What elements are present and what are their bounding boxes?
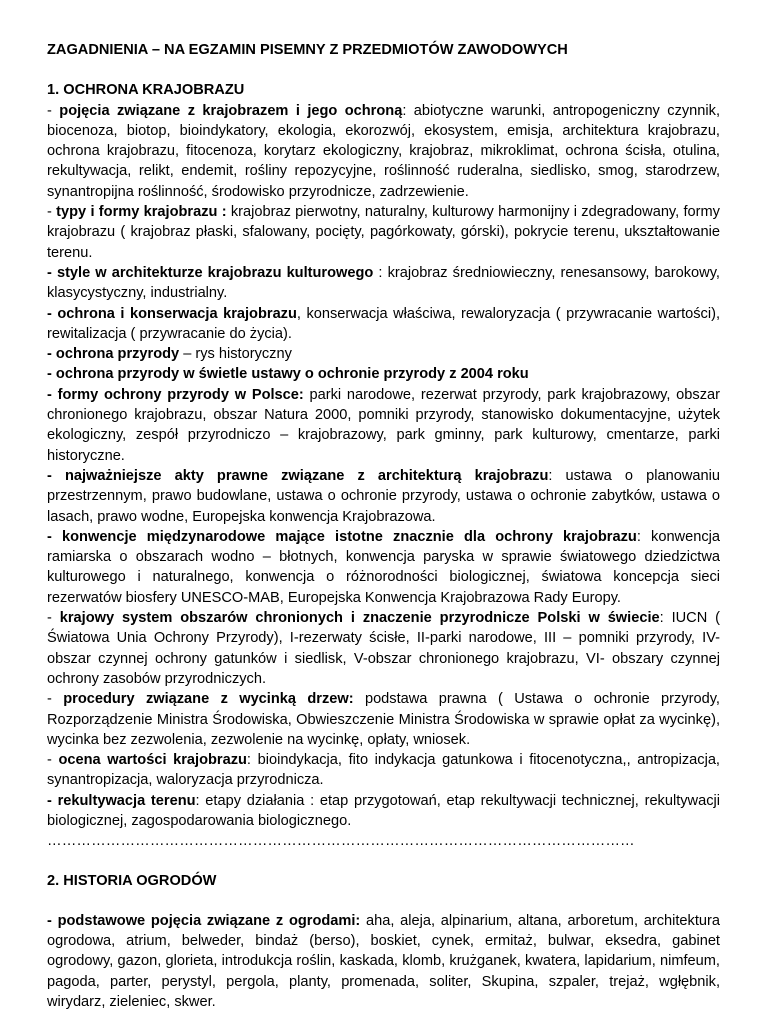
paragraph: - rekultywacja terenu: etapy działania : etap przygotowań, etap rekultywacji technicznej, rekultywacji biologicznej, zagospodarowania biologicznego. [47, 792, 720, 829]
term: - formy ochrony przyrody w Polsce: [47, 386, 304, 403]
term: - ochrona przyrody w świetle ustawy o ochronie przyrody z 2004 roku [47, 366, 529, 383]
term: - ochrona i konserwacja krajobrazu [47, 305, 297, 322]
paragraph: - ochrona przyrody – rys historyczny [47, 346, 292, 363]
term: - rekultywacja terenu [47, 792, 196, 809]
paragraph: - krajowy system obszarów chronionych i znaczenie przyrodnicze Polski w świecie: IUCN ( Światowa Unia Ochrony Przyrody), I-rezerwaty ścisłe, II-parki narodowe, III – pomniki przyrody, IV-obszar czynnej ochrony gatunków i siedlisk, V-obszar chronionego krajobrazu, VI- obszary czynnej ochrony zasobów przyrodniczych. [47, 610, 721, 687]
term: - najważniejsze akty prawne związane z architekturą krajobrazu [47, 467, 549, 484]
paragraph: - ocena wartości krajobrazu: bioindykacja, fito indykacja gatunkowa i fitocenotyczna,, antropizacja, synantropizacja, waloryzacja przyrodnicza. [47, 752, 720, 789]
term: typy i formy krajobrazu : [56, 204, 227, 221]
term: ocena wartości krajobrazu [58, 752, 247, 769]
paragraph: - konwencje międzynarodowe mające istotne znacznie dla ochrony krajobrazu: konwencja ramiarska o obszarach wodno – błotnych, konwencja paryska w sprawie światowego dziedzictwa kulturowego i naturalnego, konwencja o różnorodności biologicznej, światowa koncepcja sieci rezerwatów biosfery UNESCO-MAB, Europejska Konwencja Krajobrazowa Rady Europy. [47, 528, 720, 606]
term: - podstawowe pojęcia związane z ogrodami: [47, 912, 361, 929]
term: krajowy system obszarów chronionych i znaczenie przyrodnicze Polski w świecie [59, 610, 660, 627]
paragraph: - najważniejsze akty prawne związane z architekturą krajobrazu: ustawa o planowaniu przestrzennym, prawo budowlane, ustawa o ochronie przyrody, ustawa o ochronie zabytków, ustawa o lasach, prawo wodne, Europejska konwencja Krajobrazowa. [47, 467, 720, 525]
section-ochrona-krajobrazu [47, 80, 720, 851]
paragraph [47, 364, 720, 384]
paragraph: - pojęcia związane z krajobrazem i jego ochroną: abiotyczne warunki, antropogeniczny czynnik, biocenoza, biotop, bioindykatory, ekologia, ekorozwój, ekosystem, emisja, architektura krajobrazu, ochrona krajobrazu, fitocenoza, korytarz ekologiczny, krajobraz, mikroklimat, ochrona ścisła, otulina, rekultywacja, relikt, endemit, rośliny repozycyjne, roślinność ruderalna, siedlisko, smog, starodrzew, synantropijna roślinność, środowisko przyrodnicze, zadrzewienie. [47, 102, 720, 200]
paragraph: - typy i formy krajobrazu : krajobraz pierwotny, naturalny, kulturowy harmonijny i zdegradowany, formy krajobrazu ( krajobraz płaski, sfalowany, pocięty, pagórkowaty, górski), pokrycie terenu, ukształtowanie terenu. [47, 204, 720, 261]
term: - ochrona przyrody [47, 346, 180, 363]
term: - konwencje międzynarodowe mające istotne znacznie dla ochrony krajobrazu [47, 528, 637, 545]
paragraph: - podstawowe pojęcia związane z ogrodami: aha, aleja, alpinarium, altana, arboretum, architektura ogrodowa, atrium, belweder, bindaż (berso), boskiet, cynek, ermitaż, bulwar, eksedra, gabinet ogrodowy, gazon, glorieta, introdukcja roślin, kaskada, klomb, krużganek, kwatera, lapidarium, nimfeum, pagoda, parter, perystyl, pergola, planty, promenada, soliter, Skupina, szpaler, trejaż, wgłębnik, wirydarz, zieleniec, skwer. [47, 912, 720, 1011]
term: - style w architekturze krajobrazu kulturowego [47, 264, 374, 281]
section-heading: 2. HISTORIA OGRODÓW [47, 872, 217, 889]
document-title: ZAGADNIENIA – NA EGZAMIN PISEMNY Z PRZEDMIOTÓW ZAWODOWYCH [47, 42, 568, 58]
spacer [47, 891, 720, 911]
paragraph: - procedury związane z wycinką drzew: podstawa prawna ( Ustawa o ochronie przyrody, Rozporządzenie Ministra Środowiska, Obwieszczenie Ministra Środowiska w sprawie opłat za wycinkę), wycinka bez zezwolenia, zezwolenie na wycinkę, opłaty, wniosek. [47, 691, 720, 748]
section-heading: 1. OCHRONA KRAJOBRAZU [47, 82, 245, 99]
section-separator: ………………………………………………………………………………………………………… [47, 833, 635, 850]
paragraph: - formy ochrony przyrody w Polsce: parki narodowe, rezerwat przyrody, park krajobrazowy, obszar chronionego krajobrazu, obszar Natura 2000, pomniki przyrody, stanowisko dokumentacyjne, użytek ekologiczny, zespół przyrodniczo – krajobrazowy, park gminny, park kulturowy, cmentarze, parki historyczne. [47, 386, 720, 464]
term: procedury związane z wycinką drzew: [63, 691, 354, 708]
section-historia-ogrodow [47, 871, 720, 1012]
paragraph: - ochrona i konserwacja krajobrazu, konserwacja właściwa, rewaloryzacja ( przywracanie wartości), rewitalizacja ( przywracanie do życia). [47, 305, 720, 342]
term: pojęcia związane z krajobrazem i jego ochroną [59, 102, 403, 119]
paragraph: - style w architekturze krajobrazu kulturowego : krajobraz średniowieczny, renesansowy, barokowy, klasycystyczny, industrialny. [47, 264, 720, 302]
